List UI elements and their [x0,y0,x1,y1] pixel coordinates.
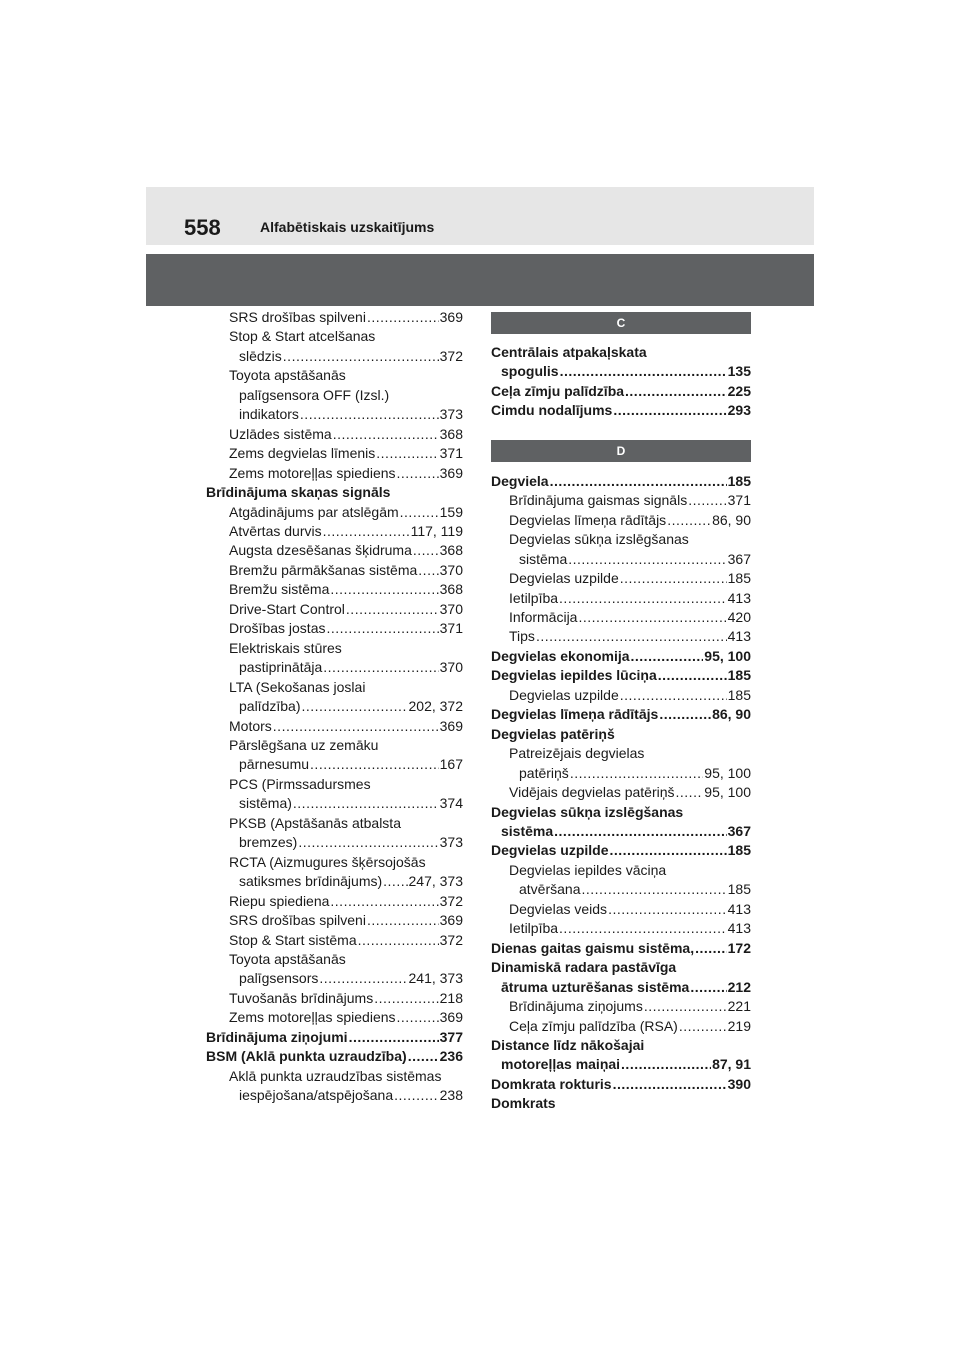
entry-term: iespējošana/atspējošana [239,1087,394,1104]
entry-page: 185 [727,570,751,587]
index-entry-line: palīgsensora OFF (Izsl.) [239,386,390,403]
entry-page: 420 [727,608,751,625]
index-entry-line: Toyota apstāšanās [229,950,346,967]
index-entry [206,580,463,599]
dot-leader [408,1047,439,1066]
entry-term: Bremžu sistēma [229,581,330,598]
index-entry [491,362,751,381]
entry-page: 371 [439,620,463,637]
dot-leader [625,382,727,401]
entry-page: 185 [727,667,751,684]
dot-leader [326,619,438,638]
index-entry-line: Toyota apstāšanās [229,367,346,384]
index-entry [491,919,751,938]
index-entry [491,401,751,420]
entry-term: Degvielas līmeņa rādītājs [491,706,659,723]
dot-leader [346,600,439,619]
entry-page: 86, 90 [712,511,751,528]
entry-page: 87, 91 [712,1056,751,1073]
index-column-left [206,308,463,1106]
dot-leader [613,401,726,420]
entry-page: 95, 100 [704,764,751,781]
index-entry [491,382,751,401]
index-entry [491,764,751,783]
index-entry [206,464,463,483]
index-entry [491,666,751,685]
entry-page: 225 [727,382,751,399]
index-entry [206,697,463,716]
dot-leader [330,580,438,599]
index-entry [206,755,463,774]
entry-term: Uzlādes sistēma [229,425,332,442]
index-entry [206,717,463,736]
entry-term: Augsta dzesēšanas šķidruma [229,542,412,559]
entry-term: Cimdu nodalījums [491,402,613,419]
dot-leader [688,491,726,510]
dot-leader [559,919,727,938]
dot-leader [330,892,438,911]
index-entry-line: Degvielas iepildes vāciņa [509,861,667,878]
entry-term: palīgsensors [239,970,319,987]
index-entry [206,911,463,930]
dot-leader [667,511,711,530]
index-entry [206,619,463,638]
dot-leader [394,1086,439,1105]
entry-page: 413 [727,589,751,606]
entry-term: sistēma [501,822,554,839]
entry-page: 413 [727,900,751,917]
entry-page: 368 [439,425,463,442]
index-entry [206,872,463,891]
entry-term: Degvielas ekonomija [491,647,630,664]
index-entry [491,783,751,802]
entry-page: 159 [439,503,463,520]
entry-term: Stop & Start sistēma [229,931,357,948]
entry-page: 185 [727,472,751,489]
entry-term: sistēma) [239,795,292,812]
entry-page: 368 [439,581,463,598]
dot-leader [367,308,439,327]
index-entry [491,1055,751,1074]
page-number: 558 [184,215,221,240]
entry-term: Drošības jostas [229,620,326,637]
index-entry-line: Degvielas sūkņa izslēgšanas [509,531,689,548]
index-entry [206,989,463,1008]
dot-leader [323,522,410,541]
index-entry [491,511,751,530]
index-entry [206,1047,463,1066]
dot-leader [397,1008,439,1027]
entry-term: spogulis [501,363,559,380]
entry-term: patēriņš [519,764,569,781]
entry-page: 221 [727,998,751,1015]
dot-leader [550,472,727,491]
index-entry [206,308,463,327]
index-entry-line: LTA (Sekošanas joslai [229,678,366,695]
dot-leader [323,658,438,677]
dot-leader [283,347,439,366]
entry-page: 185 [727,686,751,703]
dot-leader [413,541,439,560]
index-entry [206,561,463,580]
entry-page: 185 [727,842,751,859]
entry-page: 374 [439,795,463,812]
entry-term: Zems motoreļļas spiediens [229,1009,396,1026]
entry-term: satiksmes brīdinājums) [239,873,383,890]
entry-page: 95, 100 [704,784,751,801]
entry-term: Degvielas uzpilde [509,570,619,587]
entry-term: Brīdinājuma ziņojumi [206,1028,348,1045]
entry-term: slēdzis [239,347,282,364]
entry-page: 86, 90 [712,706,751,723]
entry-term: Atgādinājums par atslēgām [229,503,399,520]
index-entry [491,939,751,958]
letter-heading: C [491,312,751,334]
dot-leader [659,705,711,724]
entry-term: atvēršana [519,881,581,898]
entry-page: 135 [727,363,751,380]
dot-leader [397,464,439,483]
entry-page: 369 [439,717,463,734]
dot-leader [621,1055,711,1074]
index-entry-line: Domkrats [491,1095,556,1112]
dot-leader [319,969,407,988]
entry-page: 212 [727,978,751,995]
dot-leader [383,872,407,891]
dot-leader [581,880,726,899]
dot-leader [554,822,726,841]
entry-term: Bremžu pārmākšanas sistēma [229,561,418,578]
index-entry-line: Aklā punkta uzraudzības sistēmas [229,1067,442,1084]
entry-page: 185 [727,881,751,898]
index-entry-line: Brīdinājuma skaņas signāls [206,484,391,501]
index-entry-line: Distance līdz nākošajai [491,1036,645,1053]
dot-leader [620,686,727,705]
index-entry [206,600,463,619]
index-entry [206,425,463,444]
index-entry [206,833,463,852]
entry-term: Vidējais degvielas patēriņš [509,784,675,801]
entry-term: Degvielas uzpilde [509,686,619,703]
entry-term: Drive-Start Control [229,600,345,617]
dot-leader [560,362,727,381]
entry-page: 377 [439,1028,463,1045]
dot-leader [608,900,727,919]
index-entry [491,608,751,627]
entry-page: 373 [439,834,463,851]
index-entry [491,1075,751,1094]
entry-page: 367 [727,550,751,567]
header-band [146,254,814,306]
entry-page: 117, 119 [410,522,463,539]
dot-leader [367,911,439,930]
dot-leader [559,589,727,608]
entry-term: Degvielas līmeņa rādītājs [509,511,667,528]
entry-page: 373 [439,406,463,423]
entry-page: 167 [439,756,463,773]
index-entry [491,491,751,510]
index-entry-line: Degvielas sūkņa izslēgšanas [491,803,684,820]
dot-leader [690,978,726,997]
index-entry [206,1028,463,1047]
index-entry-line: Dinamiskā radara pastāvīga [491,959,677,976]
index-entry [491,569,751,588]
entry-term: Zems motoreļļas spiediens [229,464,396,481]
entry-term: SRS drošības spilveni [229,309,366,325]
index-entry [206,347,463,366]
entry-term: pārnesumu [239,756,310,773]
entry-page: 236 [439,1048,463,1065]
index-entry [491,705,751,724]
entry-page: 390 [727,1075,751,1092]
index-entry [491,900,751,919]
index-entry-line: Degvielas patēriņš [491,725,615,742]
index-entry-line: PKSB (Apstāšanās atbalsta [229,814,401,831]
dot-leader [679,1017,727,1036]
entry-term: palīdzība) [239,698,301,715]
dot-leader [358,931,439,950]
entry-page: 371 [439,445,463,462]
dot-leader [676,783,704,802]
dot-leader [300,405,439,424]
entry-term: Ietilpība [509,920,559,937]
entry-term: Degvielas iepildes lūciņa [491,667,657,684]
entry-page: 241, 373 [408,970,463,987]
dot-leader [310,755,439,774]
dot-leader [570,764,703,783]
entry-term: Brīdinājuma ziņojums [509,998,643,1015]
entry-term: ātruma uzturēšanas sistēma [501,978,690,995]
entry-page: 369 [439,309,463,325]
index-entry [491,822,751,841]
dot-leader [631,647,704,666]
index-entry [206,522,463,541]
index-entry [206,1086,463,1105]
entry-term: Tips [509,628,535,645]
index-entry [491,686,751,705]
index-entry [491,880,751,899]
entry-page: 219 [727,1017,751,1034]
dot-leader [376,444,438,463]
index-entry [491,550,751,569]
entry-page: 369 [439,464,463,481]
dot-leader [578,608,726,627]
entry-page: 368 [439,542,463,559]
entry-term: Ceļa zīmju palīdzība (RSA) [509,1017,678,1034]
entry-page: 413 [727,628,751,645]
entry-page: 371 [727,492,751,509]
index-entry [491,472,751,491]
entry-page: 95, 100 [704,647,751,664]
index-entry [206,969,463,988]
entry-page: 218 [439,989,463,1006]
letter-heading: D [491,440,751,462]
entry-term: Brīdinājuma gaismas signāls [509,492,688,509]
entry-term: Tuvošanās brīdinājums [229,989,374,1006]
entry-term: pastiprinātāja [239,659,323,676]
entry-page: 372 [439,347,463,364]
entry-page: 293 [727,402,751,419]
index-entry [491,647,751,666]
entry-term: motoreļļas maiņai [501,1056,621,1073]
index-entry [206,405,463,424]
index-entry [206,503,463,522]
index-entry [491,589,751,608]
section-title: Alfabētiskais uzskaitījums [260,219,435,235]
dot-leader [298,833,438,852]
index-entry [491,841,751,860]
entry-page: 370 [439,659,463,676]
entry-page: 413 [727,920,751,937]
dot-leader [613,1075,727,1094]
index-entry-line: Stop & Start atcelšanas [229,328,376,345]
page-header [146,187,814,245]
entry-term: Zems degvielas līmenis [229,445,376,462]
entry-page: 172 [727,939,751,956]
entry-term: Atvērtas durvis [229,522,322,539]
index-entry [491,1017,751,1036]
entry-term: bremzes) [239,834,298,851]
entry-term: BSM (Aklā punkta uzraudzība) [206,1048,407,1065]
dot-leader [273,717,439,736]
index-entry [206,794,463,813]
dot-leader [658,666,727,685]
entry-term: Dienas gaitas gaismu sistēma, [491,939,695,956]
index-entry-line: PCS (Pirmssadursmes [229,775,371,792]
index-entry [491,997,751,1016]
dot-leader [644,997,727,1016]
entry-term: SRS drošības spilveni [229,912,366,929]
entry-term: Ceļa zīmju palīdzība [491,382,625,399]
entry-term: Degviela [491,472,549,489]
index-entry [206,1008,463,1027]
index-entry [206,892,463,911]
dot-leader [568,550,726,569]
index-entry [206,931,463,950]
dot-leader [609,841,726,860]
entry-term: Informācija [509,608,578,625]
index-entry-line: RCTA (Aizmugures šķērsojošās [229,853,426,870]
entry-term: Degvielas veids [509,900,608,917]
entry-page: 372 [439,892,463,909]
entry-page: 247, 373 [408,873,463,890]
dot-leader [349,1028,439,1047]
index-entry-line: Centrālais atpakaļskata [491,344,647,360]
dot-leader [374,989,438,1008]
dot-leader [536,627,727,646]
index-entry [491,978,751,997]
entry-page: 369 [439,1009,463,1026]
dot-leader [620,569,727,588]
entry-page: 202, 372 [408,698,463,715]
index-entry [206,541,463,560]
entry-page: 238 [439,1087,463,1104]
dot-leader [301,697,407,716]
entry-page: 370 [439,561,463,578]
entry-page: 367 [727,822,751,839]
dot-leader [695,939,727,958]
index-column-right [491,308,751,1114]
index-entry [206,444,463,463]
entry-term: Degvielas uzpilde [491,842,609,859]
dot-leader [333,425,439,444]
dot-leader [400,503,439,522]
index-entry [206,658,463,677]
index-entry [491,627,751,646]
entry-page: 370 [439,600,463,617]
entry-term: Motors [229,717,272,734]
index-entry-line: Pārslēgšana uz zemāku [229,736,379,753]
entry-term: Domkrata rokturis [491,1075,612,1092]
entry-page: 372 [439,931,463,948]
entry-term: indikators [239,406,299,423]
entry-term: Ietilpība [509,589,559,606]
entry-page: 369 [439,912,463,929]
entry-term: sistēma [519,550,568,567]
index-entry-line: Elektriskais stūres [229,639,342,656]
dot-leader [418,561,438,580]
index-entry-line: Patreizējais degvielas [509,745,645,762]
entry-term: Riepu spiediena [229,892,330,909]
dot-leader [293,794,439,813]
